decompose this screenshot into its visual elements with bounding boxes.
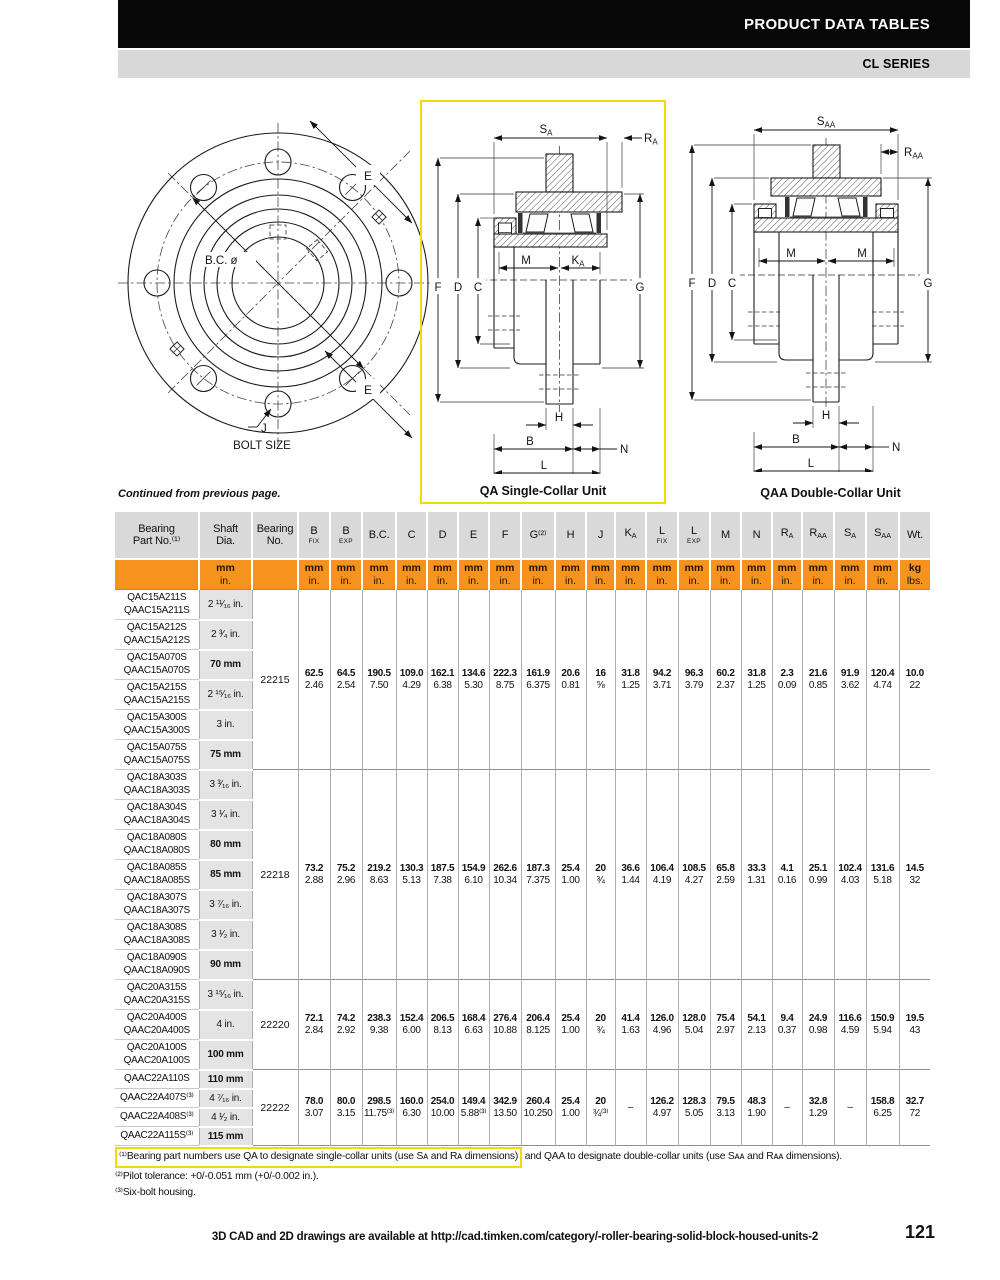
qa-shaft-outline bbox=[488, 247, 600, 404]
part-no-cell bbox=[115, 770, 199, 800]
bolt-size-callout bbox=[233, 409, 291, 452]
part-number: QAAC15A070S bbox=[123, 664, 190, 676]
qa-unit-caption: QA Single-Collar Unit bbox=[479, 484, 607, 498]
col-units-f: mm in. bbox=[489, 559, 521, 590]
value-cell-n: 33.3 1.31 bbox=[741, 770, 772, 980]
col-units-g: mm in. bbox=[521, 559, 555, 590]
col-units-part bbox=[115, 559, 199, 590]
g-dim-label: G bbox=[635, 282, 645, 294]
f-dim-label: F bbox=[434, 282, 442, 294]
col-units-raa: mm in. bbox=[802, 559, 834, 590]
shaft-dia-cell: 2 ¹¹⁄₁₆ in. bbox=[199, 590, 252, 620]
e-dim-label-top: E bbox=[363, 169, 373, 183]
value-cell-lfix: 126.2 4.97 bbox=[646, 1070, 678, 1146]
value-cell-h: 25.4 1.00 bbox=[555, 980, 586, 1070]
value-cell-bfix: 62.5 2.46 bbox=[298, 590, 330, 770]
product-data-table-wrap bbox=[115, 512, 930, 1147]
value-cell-f: 276.4 10.88 bbox=[489, 980, 521, 1070]
value-cell-wt: 14.5 32 bbox=[899, 770, 930, 980]
col-header-bc: B.C. bbox=[362, 512, 396, 559]
value-cell-m: 75.4 2.97 bbox=[710, 980, 741, 1070]
value-cell-saa: 150.9 5.94 bbox=[866, 980, 899, 1070]
part-number: QAAC18A303S bbox=[123, 784, 190, 796]
part-no-cell bbox=[115, 1127, 199, 1146]
value-cell-saa: 120.4 4.74 bbox=[866, 590, 899, 770]
col-header-c: C bbox=[396, 512, 427, 559]
col-units-e: mm in. bbox=[458, 559, 489, 590]
value-cell-lfix: 126.0 4.96 bbox=[646, 980, 678, 1070]
qa-dimensions bbox=[430, 124, 658, 474]
part-no-cell bbox=[115, 740, 199, 770]
value-cell-ra: 2.3 0.09 bbox=[772, 590, 802, 770]
shaft-dia-cell: 85 mm bbox=[199, 860, 252, 890]
footnotes bbox=[115, 1147, 987, 1202]
part-number: QAC18A080S bbox=[126, 832, 187, 843]
shaft-dia-cell: 70 mm bbox=[199, 650, 252, 680]
col-header-bexp: B EXP bbox=[330, 512, 362, 559]
shaft-dia-cell: 110 mm bbox=[199, 1070, 252, 1089]
part-no-cell bbox=[115, 680, 199, 710]
part-number: QAAC15A300S bbox=[123, 724, 190, 736]
bearing-no-cell: 22222 bbox=[252, 1070, 298, 1146]
value-cell-bc: 190.5 7.50 bbox=[362, 590, 396, 770]
qaa-unit-caption: QAA Double-Collar Unit bbox=[760, 486, 901, 500]
part-no-cell bbox=[115, 800, 199, 830]
part-number: QAC20A100S bbox=[126, 1042, 187, 1053]
col-header-lexp: L EXP bbox=[678, 512, 710, 559]
part-number: QAAC18A308S bbox=[123, 934, 190, 946]
col-units-bno bbox=[252, 559, 298, 590]
part-number: QAC18A303S bbox=[126, 772, 187, 783]
footnote-2: ⁽²⁾Pilot tolerance: +0/-0.051 mm (+0/-0.002 in.). bbox=[115, 1170, 319, 1182]
part-number: QAAC22A115S⁽³⁾ bbox=[120, 1129, 194, 1141]
footnote-1-highlight: ⁽¹⁾Bearing part numbers use QA to designate single-collar units (use Sᴀ and Rᴀ dimensions) bbox=[115, 1147, 522, 1168]
shaft-dia-cell: 2 ¹⁵⁄₁₆ in. bbox=[199, 680, 252, 710]
part-number: QAC15A075S bbox=[126, 742, 187, 753]
col-header-part: Bearing Part No.⁽¹⁾ bbox=[115, 512, 199, 559]
col-units-wt: kg lbs. bbox=[899, 559, 930, 590]
col-units-shaft: mm in. bbox=[199, 559, 252, 590]
shaft-dia-cell: 3 ¹⁵⁄₁₆ in. bbox=[199, 980, 252, 1010]
part-number: QAC15A212S bbox=[126, 622, 187, 633]
m-dim-label: M bbox=[521, 255, 531, 267]
col-units-n: mm in. bbox=[741, 559, 772, 590]
centerlines bbox=[118, 123, 438, 445]
shaft-dia-cell: 2 ³⁄₄ in. bbox=[199, 620, 252, 650]
part-no-cell bbox=[115, 1108, 199, 1127]
value-cell-ka: 31.8 1.25 bbox=[615, 590, 646, 770]
value-cell-e: 154.9 6.10 bbox=[458, 770, 489, 980]
bc-diameter-label: B.C. ø bbox=[205, 255, 238, 267]
col-header-h: H bbox=[555, 512, 586, 559]
j-label: J bbox=[261, 423, 267, 435]
ra-dim-label: $R_A$ bbox=[644, 133, 658, 147]
g-dim-label: G bbox=[923, 278, 933, 290]
shaft-dia-cell: 3 ³⁄₁₆ in. bbox=[199, 770, 252, 800]
value-cell-f: 222.3 8.75 bbox=[489, 590, 521, 770]
col-units-h: mm in. bbox=[555, 559, 586, 590]
part-no-cell bbox=[115, 1010, 199, 1040]
col-units-d: mm in. bbox=[427, 559, 458, 590]
value-cell-raa: 24.9 0.98 bbox=[802, 980, 834, 1070]
page-header-bar bbox=[118, 0, 970, 48]
d-dim-label: D bbox=[453, 282, 463, 294]
part-number: QAAC22A110S bbox=[124, 1072, 190, 1084]
value-cell-lexp: 128.3 5.05 bbox=[678, 1070, 710, 1146]
col-header-j: J bbox=[586, 512, 615, 559]
part-number: QAAC22A408S⁽³⁾ bbox=[119, 1110, 194, 1122]
value-cell-ka: – bbox=[615, 1070, 646, 1146]
part-no-cell bbox=[115, 1040, 199, 1070]
qa-unit-drawing bbox=[422, 102, 663, 474]
sa-dim-label: $S_A$ bbox=[539, 124, 553, 138]
value-cell-ka: 36.6 1.44 bbox=[615, 770, 646, 980]
value-cell-m: 79.5 3.13 bbox=[710, 1070, 741, 1146]
col-header-e: E bbox=[458, 512, 489, 559]
part-number: QAAC18A080S bbox=[123, 844, 190, 856]
col-units-m: mm in. bbox=[710, 559, 741, 590]
n-dim-label: N bbox=[892, 442, 901, 454]
col-units-ra: mm in. bbox=[772, 559, 802, 590]
col-header-sa: SA bbox=[834, 512, 866, 559]
b-dim-label: B bbox=[526, 436, 534, 448]
value-cell-wt: 10.0 22 bbox=[899, 590, 930, 770]
n-dim-label: N bbox=[620, 444, 629, 456]
part-number: QAC18A307S bbox=[126, 892, 187, 903]
value-cell-lexp: 128.0 5.04 bbox=[678, 980, 710, 1070]
continued-note: Continued from previous page. bbox=[118, 488, 281, 500]
col-header-wt: Wt. bbox=[899, 512, 930, 559]
value-cell-ra: – bbox=[772, 1070, 802, 1146]
footnote-1 bbox=[115, 1147, 987, 1169]
part-no-cell bbox=[115, 590, 199, 620]
part-number: QAAC18A085S bbox=[123, 874, 190, 886]
value-cell-wt: 19.5 43 bbox=[899, 980, 930, 1070]
value-cell-sa: – bbox=[834, 1070, 866, 1146]
bolt-size-label: BOLT SIZE bbox=[233, 440, 291, 452]
col-header-d: D bbox=[427, 512, 458, 559]
value-cell-raa: 25.1 0.99 bbox=[802, 770, 834, 980]
value-cell-n: 31.8 1.25 bbox=[741, 590, 772, 770]
part-no-cell bbox=[115, 650, 199, 680]
saa-dim-label: $S_{AA}$ bbox=[816, 116, 836, 130]
value-cell-m: 60.2 2.37 bbox=[710, 590, 741, 770]
f-dim-label: F bbox=[688, 278, 696, 290]
bearing-no-cell: 22220 bbox=[252, 980, 298, 1070]
footnote-1-rest: and QAA to designate double-collar units (use Sᴀᴀ and Rᴀᴀ dimensions). bbox=[522, 1151, 842, 1162]
value-cell-bc: 238.3 9.38 bbox=[362, 980, 396, 1070]
value-cell-c: 160.0 6.30 bbox=[396, 1070, 427, 1146]
l-dim-label: L bbox=[807, 458, 815, 470]
bearing-no-cell: 22215 bbox=[252, 590, 298, 770]
part-no-cell bbox=[115, 920, 199, 950]
value-cell-n: 54.1 2.13 bbox=[741, 980, 772, 1070]
shaft-dia-cell: 3 in. bbox=[199, 710, 252, 740]
value-cell-h: 25.4 1.00 bbox=[555, 770, 586, 980]
shaft-dia-cell: 4 in. bbox=[199, 1010, 252, 1040]
value-cell-ra: 4.1 0.16 bbox=[772, 770, 802, 980]
b-dim-label: B bbox=[792, 434, 800, 446]
front-view-drawing bbox=[110, 96, 442, 492]
c-dim-label: C bbox=[727, 278, 737, 290]
col-header-g: G⁽²⁾ bbox=[521, 512, 555, 559]
part-number: QAAC18A307S bbox=[123, 904, 190, 916]
shaft-dia-cell: 4 ⁷⁄₁₆ in. bbox=[199, 1089, 252, 1108]
col-header-m: M bbox=[710, 512, 741, 559]
value-cell-wt: 32.7 72 bbox=[899, 1070, 930, 1146]
series-bar bbox=[118, 50, 970, 78]
part-number: QAAC15A212S bbox=[123, 634, 190, 646]
value-cell-bexp: 75.2 2.96 bbox=[330, 770, 362, 980]
value-cell-e: 168.4 6.63 bbox=[458, 980, 489, 1070]
value-cell-g: 206.4 8.125 bbox=[521, 980, 555, 1070]
qaa-unit-diagram bbox=[676, 100, 985, 504]
value-cell-saa: 131.6 5.18 bbox=[866, 770, 899, 980]
e-dim-label-bottom: E bbox=[363, 383, 373, 397]
col-units-bexp: mm in. bbox=[330, 559, 362, 590]
value-cell-d: 162.1 6.38 bbox=[427, 590, 458, 770]
shaft-dia-cell: 3 ¹⁄₄ in. bbox=[199, 800, 252, 830]
shaft-dia-cell: 4 ¹⁄₂ in. bbox=[199, 1108, 252, 1127]
h-dim-label: H bbox=[554, 412, 564, 424]
value-cell-c: 152.4 6.00 bbox=[396, 980, 427, 1070]
part-number: QAAC15A075S bbox=[123, 754, 190, 766]
shaft-dia-cell: 115 mm bbox=[199, 1127, 252, 1146]
product-data-table bbox=[115, 512, 930, 1147]
value-cell-g: 187.3 7.375 bbox=[521, 770, 555, 980]
part-number: QAAC15A211S bbox=[124, 604, 190, 616]
col-header-raa: RAA bbox=[802, 512, 834, 559]
qa-housing-section bbox=[494, 154, 622, 247]
value-cell-h: 20.6 0.81 bbox=[555, 590, 586, 770]
value-cell-raa: 32.8 1.29 bbox=[802, 1070, 834, 1146]
d-dim-label: D bbox=[707, 278, 717, 290]
col-units-bc: mm in. bbox=[362, 559, 396, 590]
part-number: QAC15A211S bbox=[127, 592, 187, 603]
table-row bbox=[115, 980, 930, 1010]
part-no-cell bbox=[115, 860, 199, 890]
part-number: QAAC22A407S⁽³⁾ bbox=[119, 1091, 194, 1103]
part-no-cell bbox=[115, 950, 199, 980]
value-cell-d: 187.5 7.38 bbox=[427, 770, 458, 980]
value-cell-bexp: 64.5 2.54 bbox=[330, 590, 362, 770]
part-no-cell bbox=[115, 890, 199, 920]
value-cell-g: 161.9 6.375 bbox=[521, 590, 555, 770]
part-number: QAC18A308S bbox=[126, 922, 187, 933]
part-number: QAC18A090S bbox=[126, 952, 187, 963]
part-number: QAC15A300S bbox=[126, 712, 187, 723]
series-label: CL SERIES bbox=[862, 57, 930, 71]
qaa-housing-section bbox=[754, 145, 898, 232]
value-cell-j: 20 ¾ bbox=[586, 980, 615, 1070]
value-cell-bc: 219.2 8.63 bbox=[362, 770, 396, 980]
part-number: QAAC20A100S bbox=[123, 1054, 190, 1066]
value-cell-bc: 298.5 11.75⁽³⁾ bbox=[362, 1070, 396, 1146]
raa-dim-label: $R_{AA}$ bbox=[904, 147, 923, 161]
value-cell-sa: 91.9 3.62 bbox=[834, 590, 866, 770]
h-dim-label: H bbox=[821, 410, 831, 422]
col-header-ka: KA bbox=[615, 512, 646, 559]
front-view-diagram bbox=[110, 96, 442, 492]
value-cell-bexp: 80.0 3.15 bbox=[330, 1070, 362, 1146]
value-cell-bfix: 73.2 2.88 bbox=[298, 770, 330, 980]
shaft-dia-cell: 80 mm bbox=[199, 830, 252, 860]
col-header-bno: Bearing No. bbox=[252, 512, 298, 559]
value-cell-saa: 158.8 6.25 bbox=[866, 1070, 899, 1146]
shaft-dia-cell: 90 mm bbox=[199, 950, 252, 980]
bearing-no-cell: 22218 bbox=[252, 770, 298, 980]
ka-dim-label: $K_A$ bbox=[571, 255, 585, 269]
part-number: QAC18A085S bbox=[126, 862, 187, 873]
footer-cad-note: 3D CAD and 2D drawings are available at http://cad.timken.com/category/-roller-bearing-solid-block-housed-units-2 bbox=[211, 1231, 819, 1243]
col-units-lexp: mm in. bbox=[678, 559, 710, 590]
value-cell-f: 342.9 13.50 bbox=[489, 1070, 521, 1146]
value-cell-lfix: 106.4 4.19 bbox=[646, 770, 678, 980]
value-cell-m: 65.8 2.59 bbox=[710, 770, 741, 980]
value-cell-raa: 21.6 0.85 bbox=[802, 590, 834, 770]
value-cell-ka: 41.4 1.63 bbox=[615, 980, 646, 1070]
col-units-lfix: mm in. bbox=[646, 559, 678, 590]
part-no-cell bbox=[115, 830, 199, 860]
value-cell-d: 206.5 8.13 bbox=[427, 980, 458, 1070]
col-header-shaft: Shaft Dia. bbox=[199, 512, 252, 559]
part-number: QAAC15A215S bbox=[123, 694, 190, 706]
value-cell-e: 134.6 5.30 bbox=[458, 590, 489, 770]
col-header-lfix: L FIX bbox=[646, 512, 678, 559]
part-number: QAC15A215S bbox=[126, 682, 187, 693]
value-cell-bfix: 78.0 3.07 bbox=[298, 1070, 330, 1146]
part-number: QAC20A400S bbox=[126, 1012, 187, 1023]
value-cell-j: 20 ¾⁽³⁾ bbox=[586, 1070, 615, 1146]
part-no-cell bbox=[115, 980, 199, 1010]
qa-unit-diagram bbox=[420, 100, 666, 504]
value-cell-lexp: 108.5 4.27 bbox=[678, 770, 710, 980]
value-cell-bfix: 72.1 2.84 bbox=[298, 980, 330, 1070]
c-dim-label: C bbox=[473, 282, 483, 294]
table-row bbox=[115, 770, 930, 800]
col-header-bfix: B FIX bbox=[298, 512, 330, 559]
value-cell-sa: 102.4 4.03 bbox=[834, 770, 866, 980]
value-cell-h: 25.4 1.00 bbox=[555, 1070, 586, 1146]
value-cell-lfix: 94.2 3.71 bbox=[646, 590, 678, 770]
part-number: QAAC20A400S bbox=[123, 1024, 190, 1036]
value-cell-f: 262.6 10.34 bbox=[489, 770, 521, 980]
table-row bbox=[115, 1070, 930, 1089]
col-units-ka: mm in. bbox=[615, 559, 646, 590]
part-no-cell bbox=[115, 620, 199, 650]
part-number: QAAC18A090S bbox=[123, 964, 190, 976]
shaft-dia-cell: 75 mm bbox=[199, 740, 252, 770]
page-number: 121 bbox=[904, 1222, 935, 1242]
value-cell-sa: 116.6 4.59 bbox=[834, 980, 866, 1070]
col-header-saa: SAA bbox=[866, 512, 899, 559]
part-number: QAC18A304S bbox=[126, 802, 187, 813]
part-no-cell bbox=[115, 710, 199, 740]
value-cell-j: 16 ⅝ bbox=[586, 590, 615, 770]
page-title: PRODUCT DATA TABLES bbox=[744, 15, 930, 33]
table-row bbox=[115, 590, 930, 620]
value-cell-ra: 9.4 0.37 bbox=[772, 980, 802, 1070]
col-units-bfix: mm in. bbox=[298, 559, 330, 590]
m-right-dim-label: M bbox=[857, 248, 867, 260]
shaft-dia-cell: 100 mm bbox=[199, 1040, 252, 1070]
e-dimensions bbox=[310, 121, 412, 438]
value-cell-d: 254.0 10.00 bbox=[427, 1070, 458, 1146]
value-cell-lexp: 96.3 3.79 bbox=[678, 590, 710, 770]
value-cell-bexp: 74.2 2.92 bbox=[330, 980, 362, 1070]
col-header-f: F bbox=[489, 512, 521, 559]
part-no-cell bbox=[115, 1070, 199, 1089]
m-left-dim-label: M bbox=[786, 248, 796, 260]
value-cell-g: 260.4 10.250 bbox=[521, 1070, 555, 1146]
value-cell-e: 149.4 5.88⁽³⁾ bbox=[458, 1070, 489, 1146]
col-units-c: mm in. bbox=[396, 559, 427, 590]
part-no-cell bbox=[115, 1089, 199, 1108]
shaft-dia-cell: 3 ⁷⁄₁₆ in. bbox=[199, 890, 252, 920]
value-cell-j: 20 ¾ bbox=[586, 770, 615, 980]
col-units-j: mm in. bbox=[586, 559, 615, 590]
l-dim-label: L bbox=[540, 460, 548, 472]
col-header-ra: RA bbox=[772, 512, 802, 559]
part-number: QAAC18A304S bbox=[123, 814, 190, 826]
value-cell-c: 109.0 4.29 bbox=[396, 590, 427, 770]
value-cell-c: 130.3 5.13 bbox=[396, 770, 427, 980]
keyways bbox=[270, 225, 328, 261]
col-units-saa: mm in. bbox=[866, 559, 899, 590]
part-number: QAC15A070S bbox=[126, 652, 187, 663]
footnote-3: ⁽³⁾Six-bolt housing. bbox=[115, 1187, 196, 1198]
part-number: QAC20A315S bbox=[126, 982, 187, 993]
col-units-sa: mm in. bbox=[834, 559, 866, 590]
value-cell-n: 48.3 1.90 bbox=[741, 1070, 772, 1146]
shaft-dia-cell: 3 ¹⁄₂ in. bbox=[199, 920, 252, 950]
part-number: QAAC20A315S bbox=[123, 994, 190, 1006]
col-header-n: N bbox=[741, 512, 772, 559]
qaa-unit-drawing bbox=[676, 100, 985, 472]
